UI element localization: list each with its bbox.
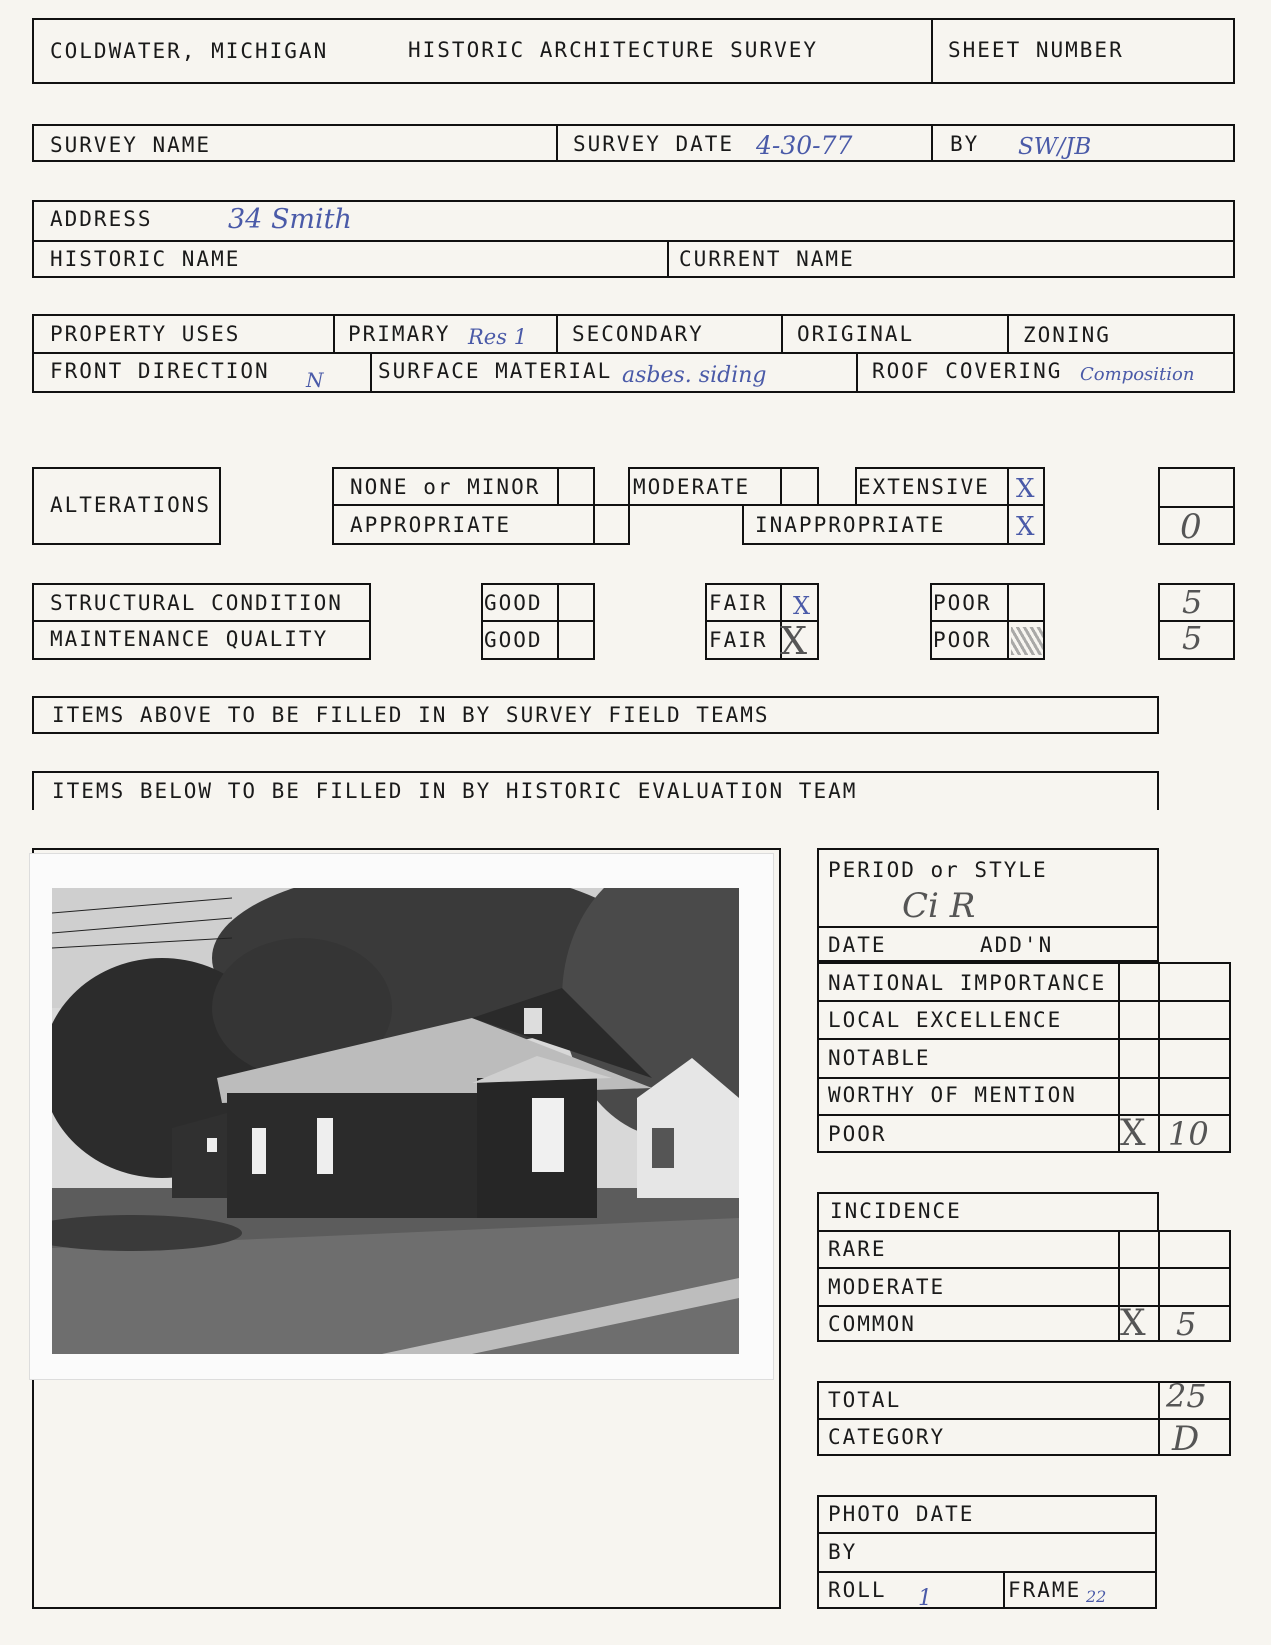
- scribble-mark: [1011, 627, 1043, 655]
- property-col-6: [856, 352, 858, 393]
- maintenance-fair-mark: X: [780, 619, 808, 663]
- poor-eval-score: 10: [1168, 1115, 1209, 1153]
- period-divider: [817, 926, 1159, 928]
- extensive-mark: X: [1016, 474, 1035, 504]
- historic-name-label: HISTORIC NAME: [50, 247, 241, 271]
- poor-divider: [930, 620, 1045, 622]
- front-direction-value: N: [306, 368, 324, 392]
- importance-row-3: [817, 1077, 1231, 1079]
- none-minor-label: NONE or MINOR: [350, 475, 541, 499]
- inappropriate-check-divider: [1007, 504, 1009, 545]
- notable-label: NOTABLE: [828, 1046, 931, 1070]
- property-divider: [32, 352, 1235, 354]
- worthy-label: WORTHY OF MENTION: [828, 1083, 1077, 1107]
- moderate-label: MODERATE: [633, 475, 751, 499]
- poor-check-divider: [1007, 583, 1009, 660]
- address-value: 34 Smith: [228, 204, 352, 235]
- property-col-3: [781, 314, 783, 352]
- importance-row-1: [817, 1000, 1231, 1002]
- common-label: COMMON: [828, 1312, 916, 1336]
- address-divider: [32, 240, 1235, 242]
- surface-material-value: asbes. siding: [622, 363, 767, 388]
- incidence-row-1: [817, 1267, 1231, 1269]
- local-excellence-label: LOCAL EXCELLENCE: [828, 1008, 1063, 1032]
- survey-divider-1: [556, 124, 558, 162]
- importance-row-2: [817, 1038, 1231, 1040]
- alterations-label: ALTERATIONS: [50, 493, 212, 517]
- good-check-divider: [557, 583, 559, 660]
- roof-covering-value: Composition: [1080, 364, 1195, 385]
- property-col-2: [556, 314, 558, 352]
- alterations-score: 0: [1180, 507, 1202, 547]
- totals-divider: [817, 1418, 1231, 1420]
- maintenance-quality-label: MAINTENANCE QUALITY: [50, 627, 329, 651]
- primary-value: Res 1: [468, 325, 528, 349]
- roll-label: ROLL: [828, 1578, 887, 1602]
- appropriate-label: APPROPRIATE: [350, 513, 512, 537]
- structural-poor-label: POOR: [933, 591, 992, 615]
- totals-col: [1158, 1381, 1160, 1456]
- house-photo: [52, 888, 739, 1354]
- period-style-value: Ci R: [902, 886, 976, 926]
- condition-label-divider: [32, 620, 371, 622]
- category-value: D: [1172, 1419, 1200, 1459]
- zoning-label: ZONING: [1023, 323, 1111, 347]
- period-style-label: PERIOD or STYLE: [828, 858, 1048, 882]
- survey-divider-2: [931, 124, 933, 162]
- address-label: ADDRESS: [50, 207, 153, 231]
- surface-material-label: SURFACE MATERIAL: [378, 359, 613, 383]
- importance-col-2: [1158, 962, 1160, 1153]
- maintenance-fair-label: FAIR: [709, 628, 768, 652]
- national-importance-label: NATIONAL IMPORTANCE: [828, 971, 1107, 995]
- photo-info-col: [1003, 1571, 1005, 1609]
- extensive-label: EXTENSIVE: [858, 475, 990, 499]
- header-divider: [931, 18, 933, 84]
- structural-score: 5: [1182, 583, 1203, 621]
- rare-label: RARE: [828, 1237, 887, 1261]
- total-value: 25: [1166, 1377, 1207, 1415]
- extensive-check-divider: [1007, 467, 1009, 506]
- frame-value: 22: [1086, 1587, 1107, 1606]
- maintenance-good-label: GOOD: [484, 628, 543, 652]
- survey-name-label: SURVEY NAME: [50, 133, 212, 157]
- none-minor-check-divider: [557, 467, 559, 506]
- sheet-number-label: SHEET NUMBER: [948, 38, 1124, 62]
- moderate-check-divider: [780, 467, 782, 506]
- survey-date-label: SURVEY DATE: [573, 132, 735, 156]
- current-name-label: CURRENT NAME: [679, 247, 855, 271]
- date-label: DATE: [828, 933, 887, 957]
- survey-by-value: SW/JB: [1018, 134, 1092, 160]
- common-score: 5: [1176, 1305, 1197, 1343]
- inappropriate-mark: X: [1016, 512, 1035, 542]
- inappropriate-label: INAPPROPRIATE: [755, 513, 946, 537]
- roof-covering-label: ROOF COVERING: [872, 359, 1063, 383]
- poor-eval-label: POOR: [828, 1122, 887, 1146]
- primary-label: PRIMARY: [348, 322, 451, 346]
- secondary-label: SECONDARY: [572, 322, 704, 346]
- photo-by-label: BY: [828, 1540, 858, 1564]
- front-direction-label: FRONT DIRECTION: [50, 359, 270, 383]
- photo-info-row-1: [817, 1532, 1157, 1534]
- original-label: ORIGINAL: [797, 322, 915, 346]
- property-col-4: [1007, 314, 1009, 352]
- form-title: HISTORIC ARCHITECTURE SURVEY: [408, 38, 819, 62]
- incidence-label: INCIDENCE: [830, 1199, 962, 1223]
- roll-value: 1: [918, 1586, 932, 1611]
- survey-date-value: 4-30-77: [756, 131, 853, 160]
- appropriate-check-divider: [593, 504, 595, 545]
- survey-by-label: BY: [950, 132, 980, 156]
- incidence-col-2: [1158, 1230, 1160, 1342]
- property-uses-label: PROPERTY USES: [50, 322, 241, 346]
- incidence-row-2: [817, 1305, 1231, 1307]
- structural-fair-mark: X: [793, 592, 811, 620]
- poor-eval-mark: X: [1120, 1113, 1146, 1154]
- above-note-text: ITEMS ABOVE TO BE FILLED IN BY SURVEY FIELD TEAMS: [52, 703, 770, 727]
- photo-info-row-2: [817, 1571, 1157, 1573]
- property-col-1: [333, 314, 335, 352]
- category-label: CATEGORY: [828, 1425, 946, 1449]
- incidence-moderate-label: MODERATE: [828, 1275, 946, 1299]
- photo-date-label: PHOTO DATE: [828, 1502, 975, 1526]
- frame-label: FRAME: [1008, 1578, 1082, 1602]
- property-col-5: [370, 352, 372, 393]
- good-divider: [481, 620, 595, 622]
- city-label: COLDWATER, MICHIGAN: [50, 39, 329, 63]
- common-mark: X: [1120, 1303, 1146, 1344]
- total-label: TOTAL: [828, 1388, 902, 1412]
- maintenance-poor-label: POOR: [933, 628, 992, 652]
- names-divider: [667, 240, 669, 278]
- structural-good-label: GOOD: [484, 591, 543, 615]
- below-note-text: ITEMS BELOW TO BE FILLED IN BY HISTORIC EVALUATION TEAM: [52, 779, 858, 803]
- house-photo-image: [52, 888, 739, 1354]
- maintenance-score: 5: [1182, 619, 1203, 657]
- addn-label: ADD'N: [980, 933, 1054, 957]
- structural-fair-label: FAIR: [709, 591, 768, 615]
- structural-condition-label: STRUCTURAL CONDITION: [50, 591, 343, 615]
